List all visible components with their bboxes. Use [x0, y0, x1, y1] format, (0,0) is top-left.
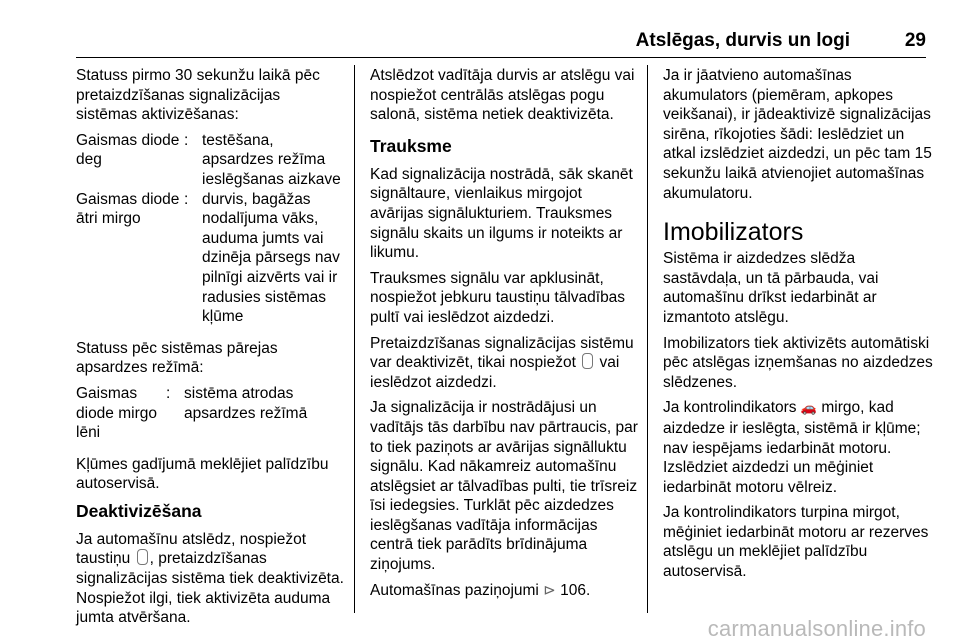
page-number: 29 [904, 30, 926, 51]
paragraph: Trauksmes signālu var apklusināt, nospiežot jebkuru taustiņu tālvadības pultī vai ieslēdzot aizdedzi. [370, 269, 626, 326]
term: Gaismas diode deg [76, 131, 180, 169]
immobilizer-heading: Imobilizators [663, 218, 804, 247]
unlock-icon [137, 549, 148, 565]
header-rule [76, 57, 926, 58]
description: testēšana, apsardzes režīma ieslēgšanas aizkave [202, 131, 341, 188]
column-1 [76, 66, 344, 634]
paragraph: Ja ir jāatvieno automašīnas akumulators (piemēram, apkopes veikšanai), ir jādeaktivizē signalizācijas sirēna, rīkojoties šādi: Ieslēdziet un atkal izslēdziet aizdedzi, un pēc tam 15 sekunžu laikā atvienojiet automašīnas akumulatoru. [663, 67, 932, 202]
cross-reference: Automašīnas paziņojumi ⊳ 106. [370, 580, 591, 599]
separator: : [166, 384, 171, 402]
column-2 [370, 66, 638, 606]
status-table-2 [76, 384, 344, 443]
unlock-icon [582, 353, 593, 369]
column-divider-2 [647, 65, 648, 613]
alarm-heading: Trauksme [370, 135, 452, 156]
immobilizer-warning-icon: 🚗 [800, 401, 818, 417]
separator: : [184, 190, 189, 208]
fault-note: Kļūmes gadījumā meklējiet palīdzību autoservisā. [76, 455, 329, 493]
header-title: Atslēgas, durvis un logi [635, 30, 850, 51]
paragraph: Atslēdzot vadītāja durvis ar atslēgu vai nospiežot centrālās atslēgas pogu salonā, sistēma netiek deaktivizēta. [370, 67, 635, 124]
deactivation-heading: Deaktivizēšana [76, 500, 202, 521]
status-intro: Statuss pirmo 30 sekunžu laikā pēc pretaizdzīšanas signalizācijas sistēmas aktivizēšanas: [76, 67, 320, 124]
paragraph: Ja signalizācija ir nostrādājusi un vadītājs tās darbību nav pārtraucis, par to tiek paziņots ar avārijas signālluktu signālu. Kad nākamreiz automašīnu atslēgsiet ar tālvadības pulti, tie trīsreiz īsi iedegsies. Turklāt pēc aizdedzes ieslēgšanas vadītāja informācijas centrā tiek parādīts brīdinājuma ziņojums. [370, 399, 638, 574]
paragraph: Ja kontrolindikators 🚗 mirgo, kad aizdedze ir ieslēgta, sistēmā ir kļūme; nav iespējams iedarbināt motoru. Izslēdziet aizdedzi un mēģiniet iedarbināt motoru vēlreiz. [663, 399, 921, 496]
separator: : [184, 131, 189, 149]
page-reference-icon: ⊳ [543, 580, 556, 599]
paragraph: Pretaizdzīšanas signalizācijas sistēmu var deaktivizēt, tikai nospiežot vai ieslēdzot aizdedzi. [370, 334, 634, 391]
description: sistēma atrodas apsardzes režīmā [184, 384, 308, 422]
status-table-1 [76, 131, 344, 327]
column-divider-1 [354, 65, 355, 613]
description: durvis, bagāžas nodalījuma vāks, auduma jumts vai dzinēja pārsegs nav pilnīgi aizvērts vai ir radusies sistēmas kļūme [202, 190, 340, 326]
deactivation-text: Ja automašīnu atslēdz, nospiežot taustiņu , pretaizdzīšanas signalizācijas sistēma tiek deaktivizēta. Nospiežot ilgi, tiek aktivizēta auduma jumta atvēršana. [76, 530, 344, 627]
column-3 [663, 66, 933, 588]
paragraph: Imobilizators tiek aktivizēts automātiski pēc atslēgas izņemšanas no aizdedzes slēdzenes. [663, 334, 933, 391]
watermark: carmanualsonline.info [707, 616, 926, 641]
status-after-arming: Statuss pēc sistēmas pārejas apsardzes režīmā: [76, 339, 278, 377]
term: Gaismas diode mirgo lēni [76, 384, 157, 442]
paragraph: Kad signalizācija nostrādā, sāk skanēt signāltaure, vienlaikus mirgojot avārijas signālukturiem. Trauksmes signālu skaits un ilgums ir noteikts ar likumu. [370, 165, 633, 262]
paragraph: Ja kontrolindikators turpina mirgot, mēģiniet iedarbināt motoru ar rezerves atslēgu un meklējiet palīdzību autoservisā. [663, 504, 929, 581]
term: Gaismas diode ātri mirgo [76, 190, 180, 228]
paragraph: Sistēma ir aizdedzes slēdža sastāvdaļa, un tā pārbauda, vai automašīnu drīkst iedarbināt ar izmantoto atslēgu. [663, 250, 879, 326]
